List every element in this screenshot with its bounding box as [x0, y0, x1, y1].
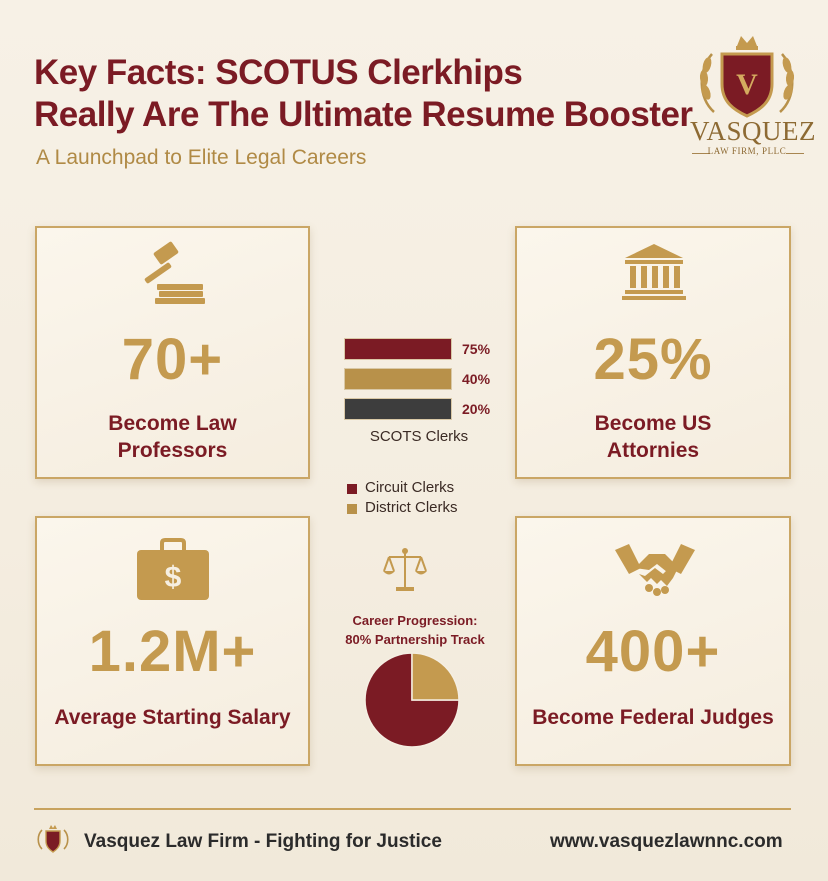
stat-card-starting-salary [35, 516, 310, 766]
courthouse-icon [621, 242, 687, 302]
handshake-icon [613, 542, 697, 600]
subtitle: A Launchpad to Elite Legal Careers [36, 146, 367, 169]
scales-of-justice-icon [383, 547, 427, 593]
stat-value-starting-salary: 1.2M+ [88, 619, 257, 684]
bar-label-40: 40% [462, 371, 491, 387]
title-line-1: Key Facts: SCOTUS Clerkhips [34, 53, 523, 92]
bar-chart-axis-label: SCOTS Clerks [369, 428, 469, 445]
bar-label-20: 20% [462, 401, 491, 417]
stat-card-us-attorneys [515, 226, 791, 479]
clerks-bar-chart [344, 338, 494, 428]
legend-swatch-district [347, 504, 357, 514]
stat-label-federal-judges: Become Federal Judges [532, 706, 774, 729]
logo-name: VASQUEZ [690, 116, 817, 146]
stat-value-federal-judges: 400+ [585, 619, 721, 684]
stat-card-federal-judges [515, 516, 791, 766]
bar-75 [344, 338, 452, 360]
career-progression-pie-chart [364, 652, 460, 748]
stat-value-us-attorneys: 25% [593, 327, 713, 392]
logo-letter: V [736, 68, 758, 101]
svg-text:$: $ [164, 561, 182, 594]
bar-40 [344, 368, 452, 390]
footer-website-link[interactable]: www.vasquezlawnnc.com [550, 831, 783, 852]
pie-title-line2: 80% Partnership Track [345, 632, 485, 647]
stat-label-law-professors-line1: Become Law [108, 412, 237, 435]
legend-label-circuit: Circuit Clerks [365, 479, 455, 496]
pie-chart-title [330, 611, 500, 649]
pie-title-line1: Career Progression: [352, 613, 478, 628]
stat-label-law-professors-line2: Professors [117, 439, 228, 462]
logo-subtitle: LAW FIRM, PLLC [707, 146, 787, 156]
stat-card-law-professors [35, 226, 310, 479]
bar-20 [344, 398, 452, 420]
stat-label-us-attorneys-line2: Attornies [606, 439, 700, 462]
footer-divider [34, 808, 791, 810]
legend-label-district: District Clerks [365, 499, 458, 516]
bar-label-75: 75% [462, 341, 491, 357]
stat-label-us-attorneys-line1: Become US [594, 412, 712, 435]
pie-slice-1 [412, 653, 459, 700]
footer-crest-logo [35, 823, 71, 859]
footer-tagline: Vasquez Law Firm - Fighting for Justice [84, 831, 442, 852]
stat-label-starting-salary: Average Starting Salary [54, 706, 291, 729]
gavel-icon [131, 240, 211, 306]
title-line-2: Really Are The Ultimate Resume Booster [34, 95, 693, 134]
stat-value-law-professors: 70+ [121, 327, 224, 392]
legend-swatch-circuit [347, 484, 357, 494]
briefcase-dollar-icon [135, 538, 211, 602]
